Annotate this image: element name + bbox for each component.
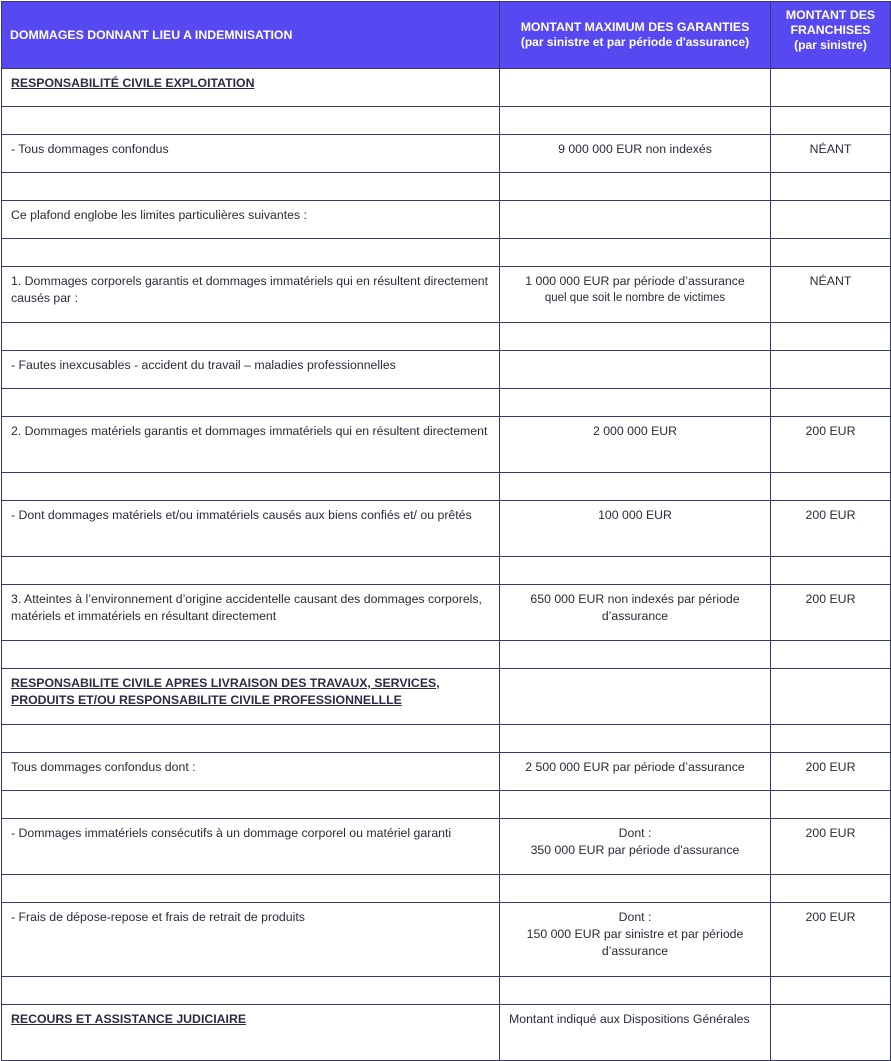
amount-cell: [500, 557, 771, 585]
table-row: [2, 501, 891, 557]
label-cell: - Tous dommages confondus: [2, 135, 500, 173]
franchise-cell: NÉANT: [771, 267, 891, 323]
label-cell: [2, 1005, 500, 1061]
amount-cell: [500, 791, 771, 819]
label-cell: - Fautes inexcusables - accident du travail – maladies professionnelles: [2, 351, 500, 389]
spacer-row: [2, 239, 891, 267]
franchise-cell: [771, 201, 891, 239]
amount-cell: 2 000 000 EUR: [500, 417, 771, 473]
table-row: [2, 753, 891, 791]
franchise-cell: [771, 791, 891, 819]
spacer-row: [2, 173, 891, 201]
label-cell: [2, 323, 500, 351]
franchise-cell: [771, 641, 891, 669]
section-title: RESPONSABILITE CIVILE APRES LIVRAISON DES TRAVAUX, SERVICES, PRODUITS ET/OU RESPONSABILITE CIVILE PROFESSIONNELLLE: [11, 676, 440, 707]
amount-cell: 2 500 000 EUR par période d’assurance: [500, 753, 771, 791]
header-max-amount-title: MONTANT MAXIMUM DES GARANTIES: [520, 20, 750, 34]
spacer-row: [2, 725, 891, 753]
label-cell: [2, 669, 500, 725]
franchise-cell: NÉANT: [771, 135, 891, 173]
header-deductibles: [771, 2, 891, 69]
label-cell: [2, 977, 500, 1005]
franchise-cell: [771, 669, 891, 725]
section-title: RECOURS ET ASSISTANCE JUDICIAIRE: [11, 1012, 247, 1026]
header-deductibles-subtitle: (par sinistre): [794, 38, 867, 52]
franchise-cell: 200 EUR: [771, 417, 891, 473]
amount-line: 1 000 000 EUR par période d’assurance: [525, 274, 745, 288]
label-cell: [2, 173, 500, 201]
section-row: [2, 69, 891, 107]
label-cell: 2. Dommages matériels garantis et dommages immatériels qui en résultent directement: [2, 417, 500, 473]
table-row: [2, 819, 891, 875]
table-row: [2, 903, 891, 977]
amount-cell: Montant indiqué aux Dispositions Générales: [500, 1005, 771, 1061]
header-deductibles-title: MONTANT DES FRANCHISES: [785, 8, 876, 37]
label-cell: [2, 725, 500, 753]
label-cell: Tous dommages confondus dont :: [2, 753, 500, 791]
franchise-cell: 200 EUR: [771, 753, 891, 791]
franchise-cell: 200 EUR: [771, 501, 891, 557]
franchise-cell: [771, 1005, 891, 1061]
amount-cell: 100 000 EUR: [500, 501, 771, 557]
label-cell: [2, 875, 500, 903]
label-cell: [2, 389, 500, 417]
header-max-amount: [500, 2, 771, 69]
franchise-cell: [771, 323, 891, 351]
label-cell: 3. Atteintes à l’environnement d’origine accidentelle causant des dommages corporels, matériels et immatériels en résultant directement: [2, 585, 500, 641]
label-cell: - Frais de dépose-repose et frais de retrait de produits: [2, 903, 500, 977]
amount-cell: [500, 977, 771, 1005]
spacer-row: [2, 473, 891, 501]
header-max-amount-subtitle: (par sinistre et par période d'assurance): [520, 35, 750, 49]
label-cell: 1. Dommages corporels garantis et dommages immatériels qui en résultent directement causés par :: [2, 267, 500, 323]
amount-line: Dont :: [618, 826, 652, 840]
guarantees-table: [1, 1, 891, 1061]
label-cell: [2, 69, 500, 107]
franchise-cell: [771, 107, 891, 135]
amount-cell: [500, 875, 771, 903]
section-row: [2, 669, 891, 725]
table-row: [2, 585, 891, 641]
franchise-cell: 200 EUR: [771, 819, 891, 875]
label-cell: [2, 791, 500, 819]
franchise-cell: [771, 473, 891, 501]
franchise-cell: [771, 173, 891, 201]
label-cell: - Dont dommages matériels et/ou immatériels causés aux biens confiés et/ ou prêtés: [2, 501, 500, 557]
amount-cell: [500, 389, 771, 417]
franchise-cell: [771, 351, 891, 389]
franchise-cell: [771, 69, 891, 107]
franchise-cell: [771, 389, 891, 417]
spacer-row: [2, 323, 891, 351]
section-row: [2, 1005, 891, 1061]
label-cell: [2, 107, 500, 135]
amount-line: 350 000 EUR par période d'assurance: [530, 843, 740, 857]
amount-cell: [500, 903, 771, 977]
franchise-cell: 200 EUR: [771, 585, 891, 641]
spacer-row: [2, 791, 891, 819]
spacer-row: [2, 875, 891, 903]
table-row: [2, 135, 891, 173]
label-cell: [2, 641, 500, 669]
amount-cell: [500, 173, 771, 201]
spacer-row: [2, 641, 891, 669]
label-cell: - Dommages immatériels consécutifs à un dommage corporel ou matériel garanti: [2, 819, 500, 875]
franchise-cell: [771, 725, 891, 753]
amount-line: 150 000 EUR par sinistre et par période d’assurance: [526, 927, 744, 958]
amount-cell: [500, 107, 771, 135]
spacer-row: [2, 557, 891, 585]
franchise-cell: 200 EUR: [771, 903, 891, 977]
franchise-cell: [771, 875, 891, 903]
amount-cell: [500, 641, 771, 669]
header-row: [2, 2, 891, 69]
amount-cell: [500, 819, 771, 875]
amount-cell: 650 000 EUR non indexés par période d’assurance: [500, 585, 771, 641]
franchise-cell: [771, 239, 891, 267]
amount-cell: [500, 267, 771, 323]
amount-note: quel que soit le nombre de victimes: [544, 292, 726, 304]
amount-cell: [500, 323, 771, 351]
amount-cell: [500, 351, 771, 389]
table-row: [2, 351, 891, 389]
amount-cell: 9 000 000 EUR non indexés: [500, 135, 771, 173]
amount-line: Dont :: [618, 910, 652, 924]
amount-cell: [500, 201, 771, 239]
spacer-row: [2, 107, 891, 135]
spacer-row: [2, 389, 891, 417]
spacer-row: [2, 977, 891, 1005]
label-cell: Ce plafond englobe les limites particulières suivantes :: [2, 201, 500, 239]
franchise-cell: [771, 557, 891, 585]
table-row: [2, 201, 891, 239]
table-row: [2, 417, 891, 473]
label-cell: [2, 473, 500, 501]
label-cell: [2, 239, 500, 267]
label-cell: [2, 557, 500, 585]
amount-cell: [500, 239, 771, 267]
amount-cell: [500, 473, 771, 501]
amount-cell: [500, 669, 771, 725]
franchise-cell: [771, 977, 891, 1005]
section-title: RESPONSABILITÉ CIVILE EXPLOITATION: [11, 76, 255, 90]
table-row: [2, 267, 891, 323]
header-damages: DOMMAGES DONNANT LIEU A INDEMNISATION: [2, 2, 500, 69]
amount-cell: [500, 725, 771, 753]
amount-cell: [500, 69, 771, 107]
